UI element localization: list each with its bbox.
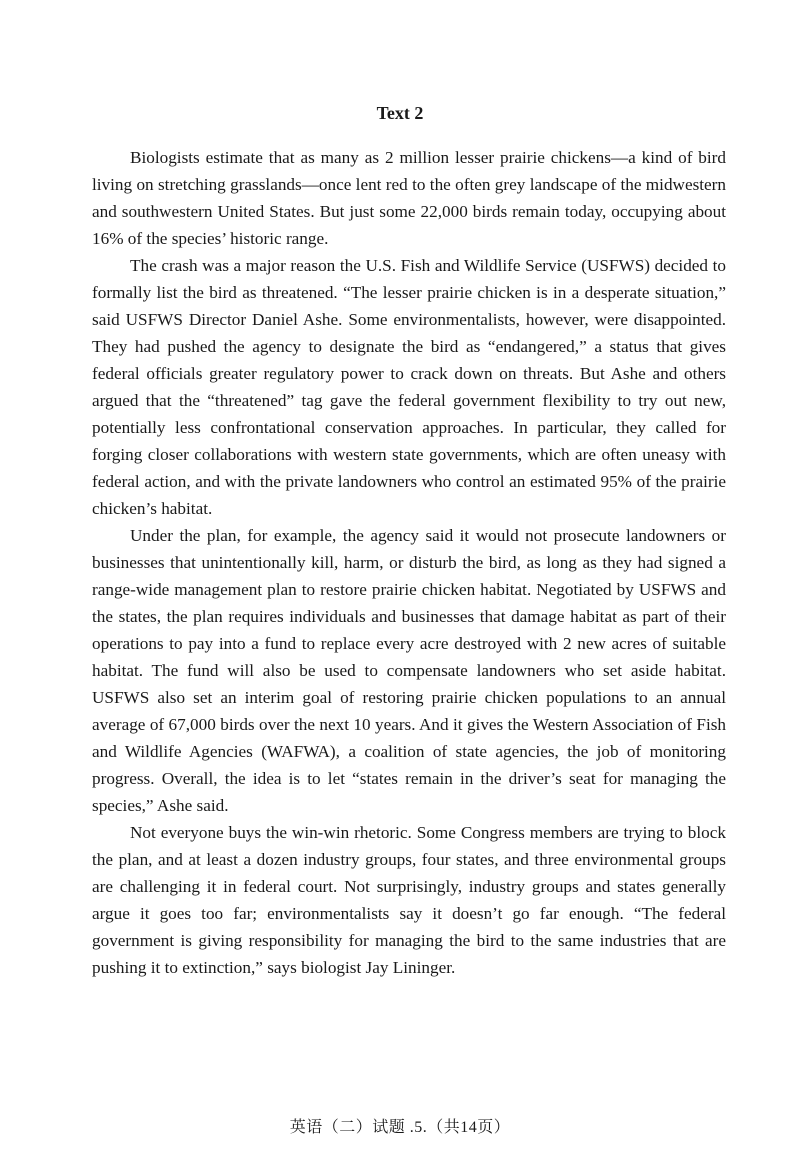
paragraph-4: Not everyone buys the win-win rhetoric. Some Congress members are trying to block the plan, and at least a dozen industry groups, four states, and three environmental groups are challenging it in federal court. Not surprisingly, industry groups and states generally argue it goes too far; environmentalists say it doesn’t go far enough. “The federal government is giving responsibility for managing the bird to the same industries that are pushing it to extinction,” says biologist Jay Lininger. xyxy=(92,823,726,977)
page-footer: 英语（二）试题 .5.（共14页） xyxy=(289,1119,511,1136)
paragraph-3: Under the plan, for example, the agency said it would not prosecute landowners or businesses that unintentionally kill, harm, or disturb the bird, as long as they had signed a range-wide management plan to restore prairie chicken habitat. Negotiated by USFWS and the states, the plan requires individuals and businesses that damage habitat as part of their operations to pay into a fund to replace every acre destroyed with 2 new acres of suitable habitat. The fund will also be used to compensate landowners who set aside habitat. USFWS also set an interim goal of restoring prairie chicken populations to an annual average of 67,000 birds over the next 10 years. And it gives the Western Association of Fish and Wildlife Agencies (WAFWA), a coalition of state agencies, the job of monitoring progress. Overall, the idea is to let “states remain in the driver’s seat for managing the species,” Ashe said. xyxy=(92,526,726,815)
paragraph-1: Biologists estimate that as many as 2 million lesser prairie chickens—a kind of bird living on stretching grasslands—once lent red to the often grey landscape of the midwestern and southwestern United States. But just some 22,000 birds remain today, occupying about 16% of the species’ historic range. xyxy=(92,148,726,248)
section-heading: Text 2 xyxy=(376,103,424,123)
paragraph-2: The crash was a major reason the U.S. Fish and Wildlife Service (USFWS) decided to formally list the bird as threatened. “The lesser prairie chicken is in a desperate situation,” said USFWS Director Daniel Ashe. Some environmentalists, however, were disappointed. They had pushed the agency to designate the bird as “endangered,” a status that gives federal officials greater regulatory power to crack down on threats. But Ashe and others argued that the “threatened” tag gave the federal government flexibility to try out new, potentially less confrontational conservation approaches. In particular, they called for forging closer collaborations with western state governments, which are often uneasy with federal action, and with the private landowners who control an estimated 95% of the prairie chicken’s habitat. xyxy=(92,256,726,518)
passage-body xyxy=(92,144,726,981)
